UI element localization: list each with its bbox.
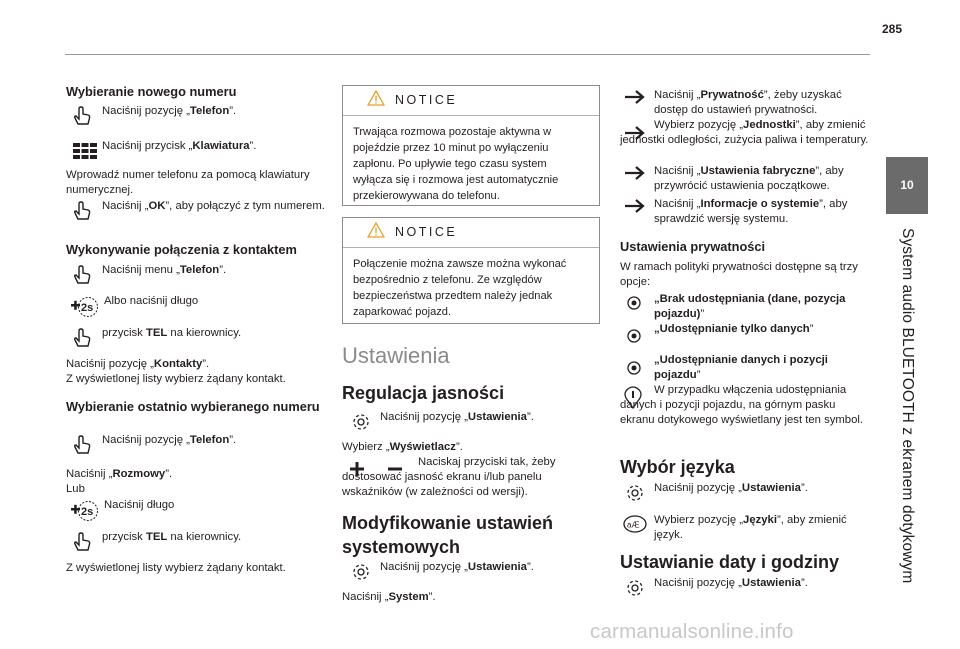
heading-contact-call: Wykonywanie połączenia z kontaktem	[66, 242, 297, 257]
step-telefon-3	[72, 433, 332, 455]
step-info	[624, 197, 874, 227]
wyswietlacz-instruction	[342, 440, 463, 455]
text: ”, aby zmienić jednostki odległości, zużycia paliwa i temperatury.	[620, 119, 869, 146]
bold: System	[388, 591, 429, 603]
system-instruction	[342, 590, 436, 605]
section-title-ustawienia: Ustawienia	[342, 343, 450, 368]
text: Naciśnij „	[654, 89, 701, 101]
text: ”, aby sprawdzić wersję systemu.	[654, 198, 848, 225]
privacy-option-1	[624, 292, 874, 322]
arrow-right-icon	[624, 197, 654, 227]
step-ustawienia-2	[350, 560, 600, 582]
notice-title: NOTICE	[395, 225, 458, 239]
svg-text:aÆ: aÆ	[627, 520, 640, 530]
chapter-title: System audio BLUETOOTH z ekranem dotykowym	[899, 228, 916, 584]
tap-finger-icon	[72, 530, 102, 552]
text: ”.	[526, 411, 534, 423]
text: ”.	[428, 591, 436, 603]
text: przycisk	[102, 327, 146, 339]
bold: Ustawienia fabryczne	[700, 165, 816, 177]
text: na kierownicy.	[167, 327, 242, 339]
text: Naciśnij pozycję „	[102, 434, 190, 446]
text: przycisk	[102, 531, 146, 543]
long-press-icon	[70, 498, 104, 522]
text: ”.	[165, 468, 173, 480]
rozmowy-instruction	[66, 467, 331, 497]
bold: Klawiatura	[192, 140, 250, 152]
arrow-right-icon	[624, 164, 654, 194]
step-klawiatura	[72, 139, 332, 163]
warning-triangle-icon	[367, 90, 385, 111]
text: Albo naciśnij długo	[104, 295, 199, 307]
step-tel-1	[72, 326, 332, 348]
text: ”.	[229, 434, 237, 446]
bold: TEL	[145, 327, 168, 339]
step-long-press-2	[70, 498, 330, 522]
text: ”, aby połączyć z tym numerem.	[165, 200, 325, 212]
privacy-target-icon	[624, 292, 654, 322]
text: Naciśnij pozycję „	[380, 411, 468, 423]
bold: Informacje o systemie	[700, 198, 820, 210]
tap-finger-icon	[72, 104, 102, 126]
text: ”	[809, 323, 814, 335]
step-ustawienia-4	[624, 576, 874, 598]
text: Naciśnij pozycję „	[654, 577, 742, 589]
text: Naciśnij pozycję „	[654, 482, 742, 494]
bold: Języki	[743, 514, 777, 526]
text: ”.	[455, 441, 463, 453]
bold: Rozmowy	[112, 468, 166, 480]
privacy-target-icon	[624, 322, 654, 344]
heading-date-time: Ustawianie daty i godziny	[620, 552, 840, 572]
text: ”.	[800, 482, 808, 494]
privacy-intro: W ramach polityki prywatności dostępne są trzy opcje:	[620, 261, 858, 288]
text: ”	[700, 308, 705, 320]
page-number: 285	[881, 22, 903, 36]
keypad-icon	[72, 139, 102, 163]
contact-select-instruction: Z wyświetlonej listy wybierz żądany kontakt.	[66, 562, 286, 574]
text: Naciśnij „	[654, 198, 701, 210]
gear-icon	[350, 560, 380, 582]
notice-box-1	[342, 85, 600, 206]
warning-triangle-icon	[367, 222, 385, 243]
long-press-icon	[70, 294, 104, 318]
text: Naciśnij „	[102, 200, 149, 212]
notice-header	[343, 86, 599, 116]
bold: „Udostępnianie danych i pozycji pojazdu	[654, 354, 828, 381]
text: ”.	[219, 264, 227, 276]
text: Naciśnij „	[342, 591, 389, 603]
bold: TEL	[145, 531, 168, 543]
bold: Ustawienia	[741, 482, 801, 494]
bold: Wyświetlacz	[389, 441, 456, 453]
tap-finger-icon	[72, 433, 102, 455]
arrow-right-icon	[624, 88, 654, 118]
notice-title: NOTICE	[395, 93, 458, 107]
text: ”.	[229, 105, 237, 117]
text: W przypadku włączenia udostępniania danych i pozycji pojazdu, na górnym pasku ekranu dotykowego wyświetlany jest ten symbol.	[620, 384, 863, 426]
tap-finger-icon	[72, 326, 102, 348]
step-telefon-1	[72, 104, 332, 126]
watermark: carmanualsonline.info	[590, 620, 794, 643]
privacy-target-icon	[624, 353, 654, 383]
notice-box-2	[342, 217, 600, 324]
text: Naciśnij pozycję „	[66, 358, 154, 370]
jednostki-instruction	[620, 118, 870, 148]
text: Naciśnij długo	[104, 499, 175, 511]
heading-brightness: Regulacja jasności	[342, 383, 505, 403]
heading-redial: Wybieranie ostatnio wybieranego numeru	[66, 399, 320, 414]
text: ”.	[202, 358, 210, 370]
heading-privacy: Ustawienia prywatności	[620, 239, 766, 254]
brightness-instruction: Naciskaj przyciski tak, żeby dostosować jasność ekranu i/lub panelu wskaźników (w zależności od wersji).	[342, 456, 556, 498]
kontakty-instruction	[66, 357, 331, 387]
step-factory	[624, 164, 874, 194]
step-prywatnosc	[624, 88, 874, 118]
bold: Ustawienia	[467, 561, 527, 573]
chapter-tab	[886, 157, 928, 214]
language-icon	[622, 513, 654, 543]
bold: Ustawienia	[467, 411, 527, 423]
heading-new-number: Wybieranie nowego numeru	[66, 84, 237, 99]
step-ok	[72, 199, 332, 221]
text: ”, żeby uzyskać dostęp do ustawień prywatności.	[654, 89, 842, 116]
bold: OK	[148, 200, 166, 212]
text: Naciśnij „	[66, 468, 113, 480]
notice-text: Połączenie można zawsze można wykonać bezpośrednio z telefonu. Ze względów bezpieczeństwa przedtem należy jednak zaparkować pojazd.	[353, 258, 567, 318]
gear-icon	[624, 576, 654, 598]
text: ”, aby przywrócić ustawienia początkowe.	[654, 165, 844, 192]
header-rule	[65, 54, 870, 55]
privacy-option-3	[624, 353, 874, 383]
notice-header	[343, 218, 599, 248]
bold: Ustawienia	[741, 577, 801, 589]
text: Naciśnij pozycję „	[102, 105, 190, 117]
text: Naciśnij pozycję „	[380, 561, 468, 573]
svg-text:2s: 2s	[81, 506, 94, 518]
text: ”	[696, 369, 701, 381]
privacy-option-2	[624, 322, 874, 344]
notice-text: Trwająca rozmowa pozostaje aktywna w pojeździe przez 10 minut po wyłączeniu zapłonu. Po upływie tego czasu system wyłącza się i rozmowa jest automatycznie przekierowywana do telefonu.	[353, 126, 559, 202]
bold: Telefon	[189, 434, 230, 446]
text: Wybierz pozycję „	[654, 514, 744, 526]
text: na kierownicy.	[167, 531, 242, 543]
heading-system-settings: Modyfikowanie ustawień systemowych	[342, 513, 554, 557]
step-ustawienia-1	[350, 410, 600, 432]
gear-icon	[350, 410, 380, 432]
bold: „Brak udostępniania (dane, pozycja pojazdu)	[654, 293, 846, 320]
step-tel-2	[72, 530, 332, 552]
tap-finger-icon	[72, 263, 102, 285]
text: Wybierz „	[342, 441, 390, 453]
bold: Telefon	[189, 105, 230, 117]
step-long-press	[70, 294, 330, 318]
text: Naciśnij „	[654, 165, 701, 177]
heading-language: Wybór języka	[620, 457, 735, 477]
bold: Prywatność	[700, 89, 764, 101]
step-telefon-2	[72, 263, 332, 285]
step-ustawienia-3	[624, 481, 874, 503]
text: ”.	[800, 577, 808, 589]
text: Z wyświetlonej listy wybierz żądany kontakt.	[66, 373, 286, 385]
text: Naciśnij przycisk „	[102, 140, 193, 152]
bold: Kontakty	[153, 358, 203, 370]
bold: „Udostępnianie tylko danych	[654, 323, 810, 335]
bold: Jednostki	[743, 119, 796, 131]
text: ”, aby zmienić język.	[654, 514, 847, 541]
step-jezyki	[622, 513, 872, 543]
tap-finger-icon	[72, 199, 102, 221]
text: ”.	[526, 561, 534, 573]
gear-icon	[624, 481, 654, 503]
text: Lub	[66, 483, 85, 495]
privacy-symbol-note	[620, 383, 870, 428]
bold: Telefon	[179, 264, 220, 276]
svg-text:2s: 2s	[81, 302, 94, 314]
text: Naciśnij menu „	[102, 264, 180, 276]
keypad-instruction: Wprowadź numer telefonu za pomocą klawiatury numerycznej.	[66, 169, 310, 196]
chapter-number: 10	[900, 178, 914, 192]
text: Wybierz pozycję „	[654, 119, 744, 131]
text: ”.	[249, 140, 257, 152]
